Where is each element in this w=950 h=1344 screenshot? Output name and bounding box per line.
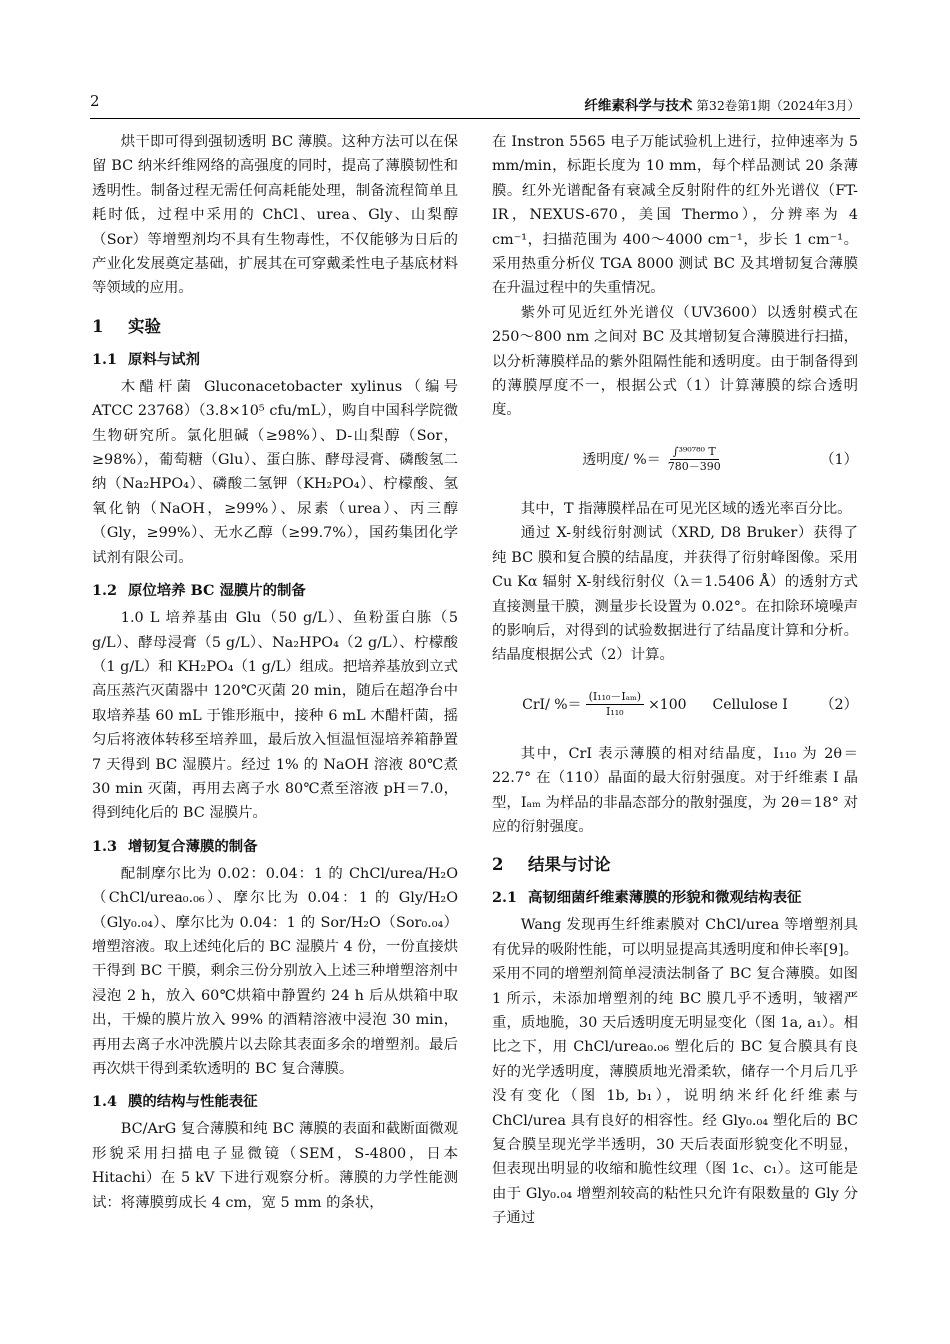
equation-note: Cellulose I: [712, 696, 788, 713]
culture-paragraph: 1.0 L 培养基由 Glu（50 g/L）、鱼粉蛋白胨（5 g/L）、酵母浸膏（5 g/L）、Na₂HPO₄（2 g/L）、柠檬酸（1 g/L）和 KH₂PO₄（1 g/L）组成。把培养基放到立式高压蒸汽灭菌器中 120℃灭菌 20 min，随后在超净台中取培养基 60 mL 于锥形瓶中，接种 6 mL 木醋杆菌，摇匀后将液体转移至培养皿，最后放入恒温恒湿培养箱静置 7 天得到 BC 湿膜片。经过 1% 的 NaOH 溶液 80℃煮 30 min 灭菌，再用去离子水 80℃煮至溶液 pH＝7.0，得到纯化后的 BC 湿膜片。: [92, 610, 458, 822]
section-1-1-heading: [92, 349, 458, 371]
equation-rhs: ×100: [648, 696, 687, 713]
section-title: 实验: [128, 316, 161, 336]
cri-paragraph: 其中，CrI 表示薄膜的相对结晶度，I₁₁₀ 为 2θ＝22.7° 在（110）晶面的最大衍射强度。对于纤维素 I 晶型，Iₐₘ 为样品的非晶态部分的散射强度，为 2θ＝18° 对应的衍射强度。: [492, 745, 858, 835]
intro-paragraph: 烘干即可得到强韧透明 BC 薄膜。这种方法可以在保留 BC 纳米纤维网络的高强度的同时，提高了薄膜韧性和透明性。制备过程无需任何高耗能处理，制备流程简单且耗时低，过程中采用的 ChCl、urea、Gly、山梨醇（Sor）等增塑剂均不具有生物毒性，不仅能够为日后的产业化发展奠定基础，扩展其在可穿戴柔性电子基底材料等领域的应用。: [92, 134, 458, 297]
equation-fraction: [665, 445, 724, 474]
section-number: 2: [492, 855, 504, 875]
equation-label: （2）: [820, 696, 858, 713]
continued-paragraph: 在 Instron 5565 电子万能试验机上进行，拉伸速率为 5 mm/min，标距长度为 10 mm，每个样品测试 20 条薄膜。红外光谱配备有衰减全反射附件的红外光谱仪（FT-IR，NEXUS-670，美国 Thermo），分辨率为 4 cm⁻¹，扫描范围为 400～4000 cm⁻¹，步长 1 cm⁻¹。采用热重分析仪 TGA 8000 测试 BC 及其增韧复合薄膜在升温过程中的失重情况。: [492, 134, 858, 297]
fraction-numerator: ∫³⁹⁰⁷⁸⁰ T: [670, 445, 719, 460]
section-1-3-heading: [92, 836, 458, 858]
section-1-heading: [92, 315, 458, 339]
equation-lhs: 透明度/ %＝: [582, 451, 661, 468]
section-title: 原位培养 BC 湿膜片的制备: [128, 582, 306, 600]
section-title: 膜的结构与性能表征: [128, 1093, 258, 1111]
section-number: 2.1: [492, 889, 518, 907]
left-column: [92, 130, 458, 1215]
uv-paragraph: 紫外可见近红外光谱仪（UV3600）以透射模式在 250～800 nm 之间对 BC 及其增韧复合薄膜进行扫描，以分析薄膜样品的紫外阻隔性能和透明度。由于制备得到的薄膜厚度不一，根据公式（1）计算薄膜的综合透明度。: [492, 304, 858, 419]
page-number: 2: [90, 92, 100, 110]
section-title: 高韧细菌纤维素薄膜的形貌和微观结构表征: [528, 889, 802, 907]
results-paragraph: Wang 发现再生纤维素膜对 ChCl/urea 等增塑剂具有优异的吸附性能，可以明显提高其透明度和伸长率[9]。采用不同的增塑剂简单浸渍法制备了 BC 复合薄膜。如图 1 所示，未添加增塑剂的纯 BC 膜几乎不透明，皱褶严重，质地脆，30 天后透明度无明显变化（图 1a, a₁）。相比之下，用 ChCl/urea₀.₀₆ 塑化后的 BC 复合膜具有良好的光学透明度，薄膜质地光滑柔软，储存一个月后几乎没有变化（图 1b, b₁），说明纳米纤化纤维素与 ChCl/urea 具有良好的相容性。经 Gly₀.₀₄ 塑化后的 BC 复合膜呈现光学半透明，30 天后表面形貌变化不明显，但表现出明显的收缩和脆性纹理（图 1c、c₁）。这可能是由于 Gly₀.₀₄ 增塑剂较高的粘性只允许有限数量的 Gly 分子通过: [492, 917, 858, 1227]
header-rule: [90, 118, 860, 119]
journal-info: [584, 94, 860, 114]
fraction-denominator: 780－390: [667, 460, 721, 474]
journal-name: 纤维素科学与技术: [584, 98, 693, 114]
equation-1: [492, 437, 858, 483]
right-column: [492, 130, 858, 1231]
section-2-heading: [492, 853, 858, 877]
preparation-paragraph: 配制摩尔比为 0.02：0.04：1 的 ChCl/urea/H₂O（ChCl/urea₀.₀₆）、摩尔比为 0.04：1 的 Gly/H₂O（Gly₀.₀₄）、摩尔比为 0.04：1 的 Sor/H₂O（Sor₀.₀₄）增塑溶液。取上述纯化后的 BC 湿膜片 4 份，一份直接烘干得到 BC 干膜，剩余三份分别放入上述三种增塑溶剂中浸泡 2 h，放入 60℃烘箱中静置约 24 h 后从烘箱中取出，干燥的膜片放入 99% 的酒精溶液中浸泡 30 min，再用去离子水冲洗膜片以去除其表面多余的增塑剂。最后再次烘干得到柔软透明的 BC 复合薄膜。: [92, 865, 458, 1077]
characterization-paragraph: BC/ArG 复合薄膜和纯 BC 薄膜的表面和截断面微观形貌采用扫描电子显微镜（SEM，S-4800，日本 Hitachi）在 5 kV 下进行观察分析。薄膜的力学性能测试：将薄膜剪成长 4 cm，宽 5 mm 的条状，: [92, 1121, 458, 1211]
section-number: 1.3: [92, 837, 118, 855]
section-title: 增韧复合薄膜的制备: [128, 837, 258, 855]
section-1-2-heading: [92, 580, 458, 602]
equation-2: [492, 682, 858, 728]
section-1-4-heading: [92, 1091, 458, 1113]
fraction-denominator: I₁₁₀: [606, 705, 624, 719]
journal-issue: 第32卷第1期（2024年3月）: [696, 98, 860, 113]
equation-fraction: [586, 690, 645, 719]
section-number: 1.4: [92, 1093, 118, 1111]
transmittance-note: 其中，T 指薄膜样品在可见光区域的透光率百分比。: [520, 500, 852, 517]
section-number: 1.1: [92, 350, 118, 368]
equation-lhs: CrI/ %＝: [522, 696, 582, 713]
fraction-numerator: (I₁₁₀－Iₐₘ): [586, 690, 645, 705]
xrd-paragraph: 通过 X-射线衍射测试（XRD, D8 Bruker）获得了纯 BC 膜和复合膜的结晶度，并获得了衍射峰图像。采用 Cu Kα 辐射 X-射线衍射仪（λ＝1.5406 Å）的透射方式直接测量干膜，测量步长设置为 0.02°。在扣除环境噪声的影响后，对得到的试验数据进行了结晶度计算和分析。结晶度根据公式（2）计算。: [492, 525, 858, 664]
section-number: 1.2: [92, 582, 118, 600]
page-header: [90, 86, 860, 116]
materials-paragraph: 木醋杆菌 Gluconacetobacter xylinus（编号 ATCC 23768）（3.8×10⁵ cfu/mL），购自中国科学院微生物研究所。氯化胆碱（≥98%）、D-山梨醇（Sor，≥98%），葡萄糖（Glu）、蛋白胨、酵母浸膏、磷酸氢二纳（Na₂HPO₄）、磷酸二氢钾（KH₂PO₄）、柠檬酸、氢氧化钠（NaOH，≥99%）、尿素（urea）、丙三醇（Gly，≥99%）、无水乙醇（≥99.7%），国药集团化学试剂有限公司。: [92, 378, 458, 566]
section-2-1-heading: [492, 887, 858, 909]
section-number: 1: [92, 316, 104, 336]
section-title: 结果与讨论: [528, 855, 611, 875]
section-title: 原料与试剂: [128, 350, 200, 368]
equation-label: （1）: [820, 451, 858, 468]
